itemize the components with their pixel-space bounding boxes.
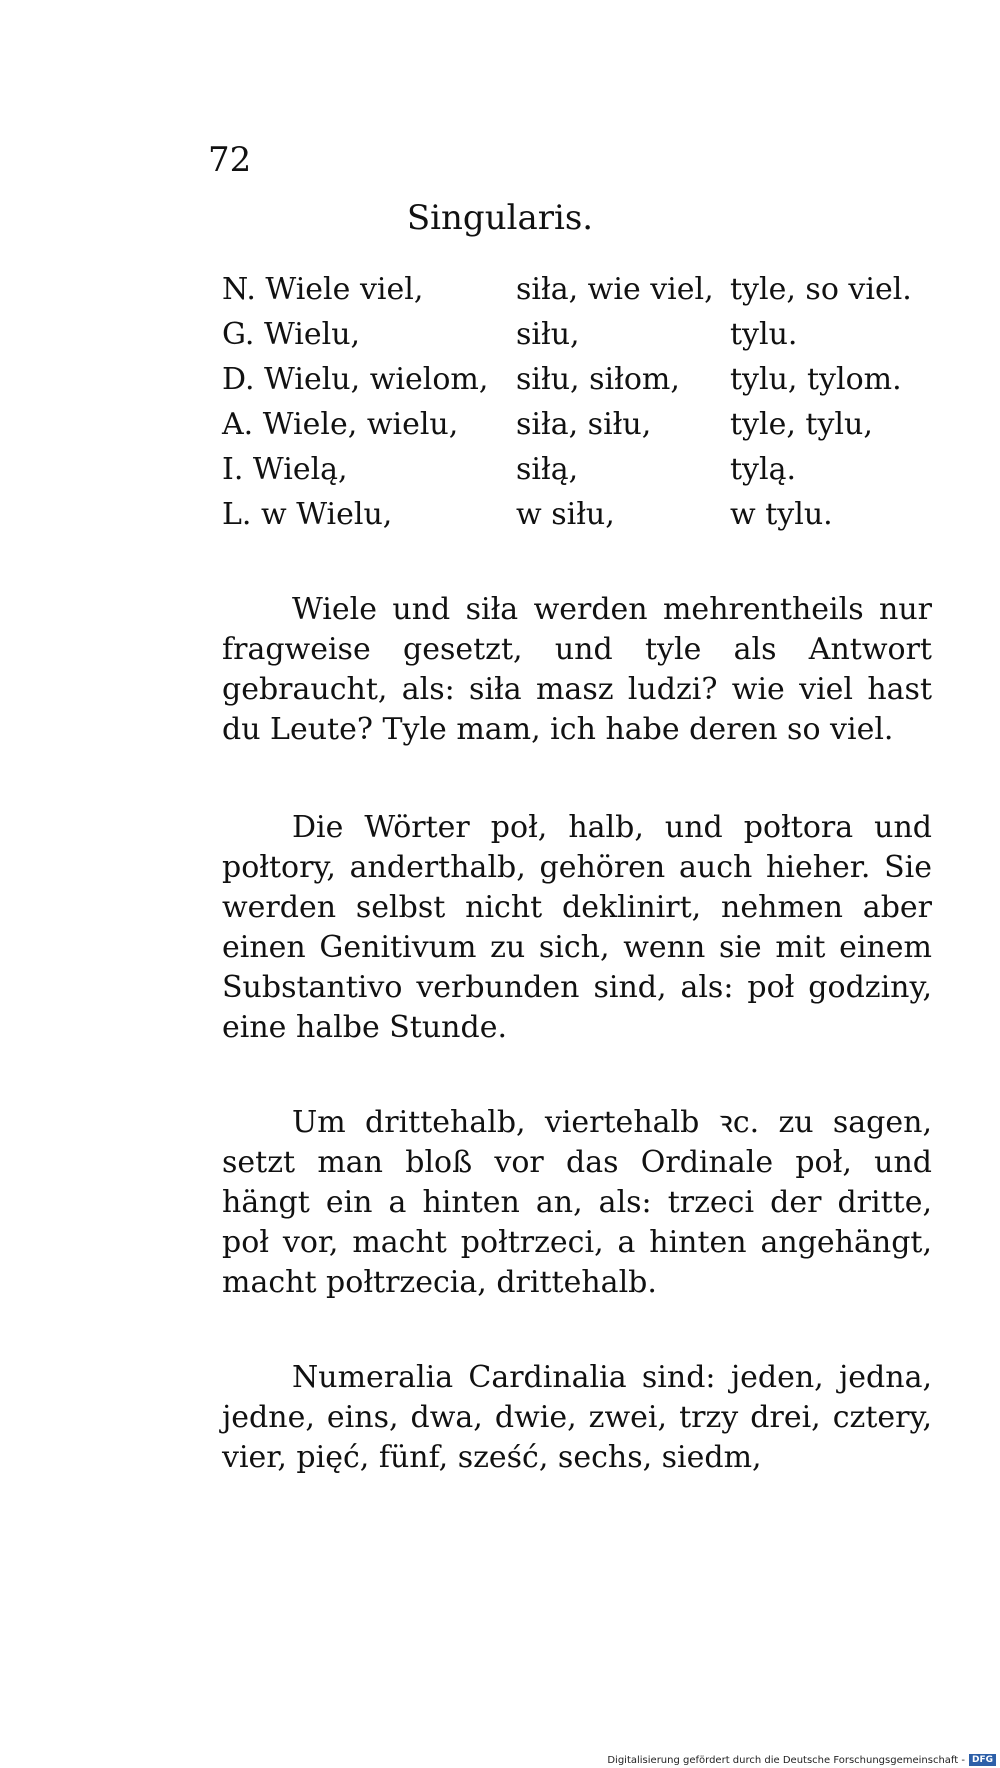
sila-form: w siłu, [516,497,615,532]
paragraph-text: Um drittehalb, viertehalb ꝛc. zu sagen, setzt man bloß vor das Ordinale poł, und hängt ein a hinten an, als: trzeci der dritte, poł vor, macht połtrzeci, a hinten angehängt, macht połtrzecia, drittehalb. [222,1105,932,1300]
sila-form: siła, siłu, [516,407,652,442]
sila-form: siłu, [516,317,580,352]
sila-form: siłą, [516,452,579,487]
paragraph-text: Wiele und siła werden mehrentheils nur fragweise gesetzt, und tyle als Antwort gebraucht, als: siła masz ludzi? wie viel hast du Leute? Tyle mam, ich habe deren so viel. [222,592,932,747]
paragraph-cardinalia [222,1358,932,1478]
case-form: G. Wielu, [222,317,361,352]
declension-table [222,272,942,542]
declension-row [222,362,942,407]
tyle-form: tylą. [730,452,797,487]
case-form: L. w Wielu, [222,497,393,532]
page-number: 72 [208,140,252,180]
tyle-form: tylu, tylom. [730,362,902,397]
paragraph-drittehalb [222,1103,932,1303]
declension-row [222,497,942,542]
sila-form: siłu, siłom, [516,362,680,397]
sila-form: siła, wie viel, [516,272,714,307]
tyle-form: w tylu. [730,497,833,532]
dfg-logo: DFG [969,1754,996,1766]
tyle-form: tylu. [730,317,798,352]
digitization-footer [607,1754,996,1766]
declension-row [222,452,942,497]
declension-row [222,407,942,452]
tyle-form: tyle, so viel. [730,272,912,307]
paragraph-text: Die Wörter poł, halb, und połtora und połtory, anderthalb, gehören auch hieher. Sie werden selbst nicht deklinirt, nehmen aber einen Genitivum zu sich, wenn sie mit einem Substantivo verbunden sind, als: poł godziny, eine halbe Stunde. [222,810,932,1045]
paragraph-text: Numeralia Cardinalia sind: jeden, jedna, jedne, eins, dwa, dwie, zwei, trzy drei, cztery, vier, pięć, fünf, sześć, sechs, siedm, [222,1360,932,1475]
footer-credit: Digitalisierung gefördert durch die Deutsche Forschungsgemeinschaft - [607,1754,965,1766]
declension-row [222,317,942,362]
declension-row [222,272,942,317]
case-form: N. Wiele viel, [222,272,424,307]
tyle-form: tyle, tylu, [730,407,873,442]
paragraph-pol [222,808,932,1048]
case-form: I. Wielą, [222,452,348,487]
section-heading: Singularis. [406,198,594,238]
paragraph-usage [222,590,932,750]
case-form: A. Wiele, wielu, [222,407,459,442]
case-form: D. Wielu, wielom, [222,362,489,397]
